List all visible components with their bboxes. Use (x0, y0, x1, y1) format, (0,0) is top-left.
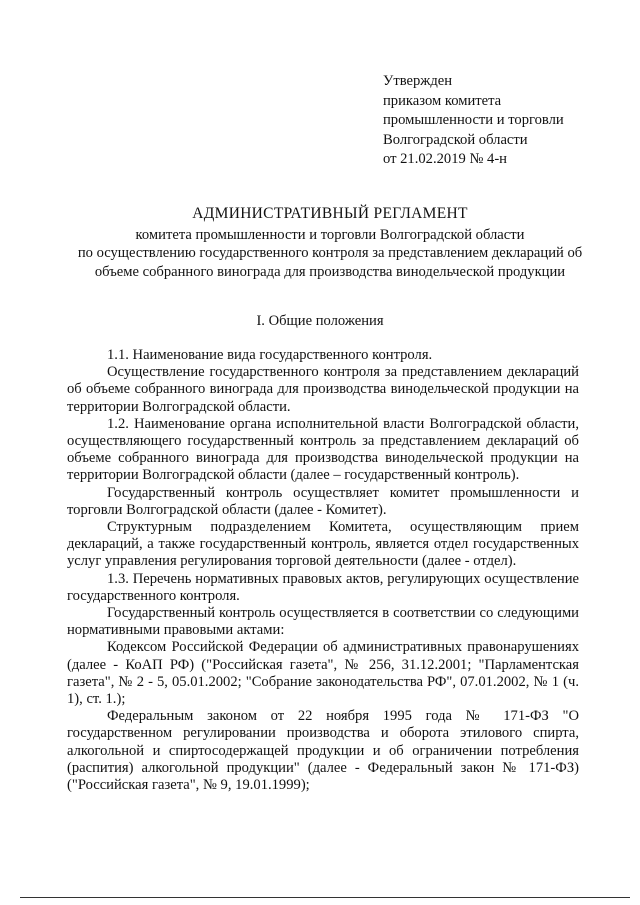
title-subline: по осуществлению государственного контроля за представлением деклараций об (77, 245, 583, 261)
paragraph: Федеральным законом от 22 ноября 1995 года № 171-ФЗ "О государственном регулировании производства и оборота этилового спирта, алкогольной и спиртосодержащей продукции и об ограничении потребления (распития) алкогольной продукции" (далее - Федеральный закон № 171-ФЗ) ("Российская газета", № 9, 19.01.1999); (67, 708, 579, 794)
paragraph: Государственный контроль осуществляется в соответствии со следующими нормативными правовыми актами: (67, 605, 579, 639)
paragraph: Осуществление государственного контроля за представлением деклараций об объеме собранного винограда для производства винодельческой продукции на территории Волгоградской области. (67, 364, 579, 415)
approval-stamp (383, 72, 633, 170)
paragraph: 1.1. Наименование вида государственного контроля. (107, 347, 433, 363)
page-bottom-divider (20, 897, 630, 898)
paragraph: 1.3. Перечень нормативных правовых актов, регулирующих осуществление государственного контроля. (67, 570, 579, 604)
paragraph: Кодексом Российской Федерации об административных правонарушениях (далее - КоАП РФ) ("Российская газета", № 256, 31.12.2001; "Парламентская газета", № 2 - 5, 05.01.2002; "Собрание законодательства РФ", 07.01.2002, № 1 (ч. 1), ст. 1.); (67, 639, 579, 708)
approval-line: промышленности и торговли (383, 112, 564, 128)
paragraph: 1.2. Наименование органа исполнительной власти Волгоградской области, осуществляющего государственный контроль за представлением деклараций об объеме собранного винограда для производства винодельческой продукции на территории Волгоградской области (далее – государственный контроль). (67, 415, 579, 484)
approval-date-number: от 21.02.2019 № 4-н (383, 151, 507, 167)
title-subline: объеме собранного винограда для производства винодельческой продукции (94, 263, 566, 280)
document-title-block (50, 205, 610, 281)
document-title: АДМИНИСТРАТИВНЫЙ РЕГЛАМЕНТ (192, 205, 468, 222)
document-body (67, 347, 579, 794)
approval-line: приказом комитета (383, 92, 502, 109)
approval-line: Утвержден (383, 73, 453, 89)
title-subline: комитета промышленности и торговли Волгоградской области (135, 226, 525, 243)
paragraph: Государственный контроль осуществляет комитет промышленности и торговли Волгоградской области (далее - Комитет). (67, 484, 579, 518)
section-heading: I. Общие положения (256, 313, 384, 329)
approval-line: Волгоградской области (383, 131, 528, 148)
paragraph: Структурным подразделением Комитета, осуществляющим прием деклараций, а также государственный контроль, является отдел государственных услуг управления регулирования торговой деятельности (далее - отдел). (67, 519, 579, 570)
